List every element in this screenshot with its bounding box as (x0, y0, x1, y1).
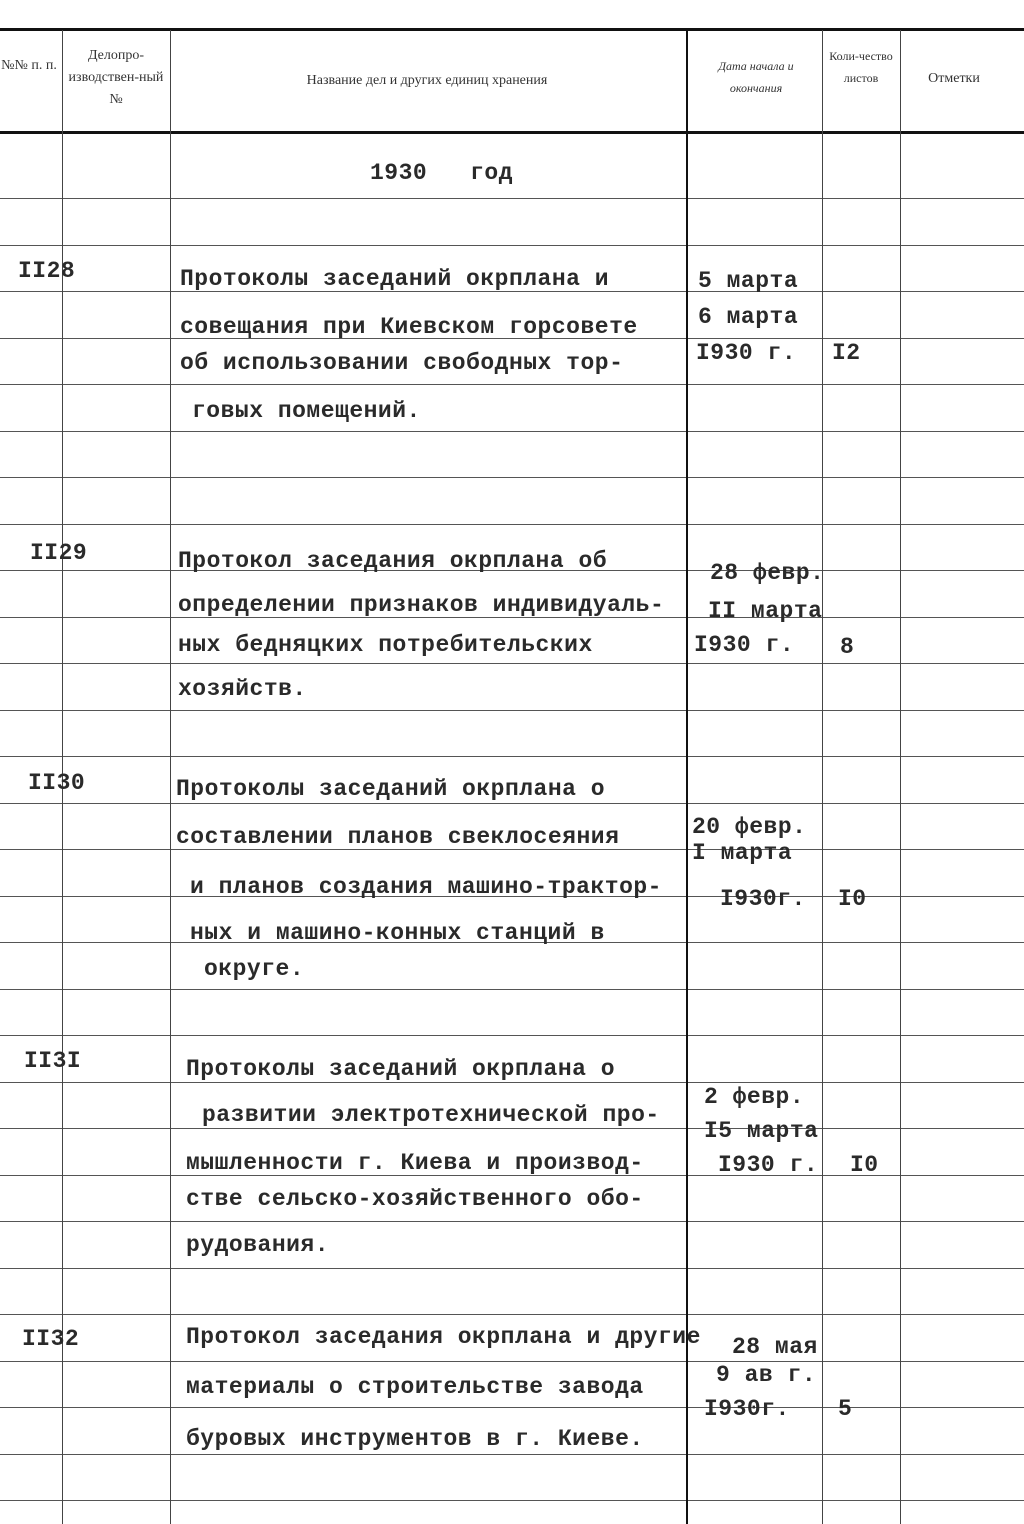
ruled-line (0, 477, 1024, 478)
entry-title-line: Протоколы заседаний окрплана о (186, 1056, 616, 1082)
entry-title-line: определении признаков индивидуаль- (178, 592, 665, 618)
entry-date: 20 февр. (692, 814, 807, 840)
entry-date: I930 г. (694, 632, 795, 658)
ruled-line (0, 710, 1024, 711)
entry-sheet-count: I0 (838, 886, 867, 912)
ruled-line (0, 1221, 1024, 1222)
ruled-line (0, 756, 1024, 757)
entry-title-line: говых помещений. (192, 398, 421, 424)
ruled-line (0, 384, 1024, 385)
ruled-line (0, 663, 1024, 664)
ruled-line (0, 245, 1024, 246)
ruled-line (0, 1082, 1024, 1083)
column-divider (170, 30, 171, 1524)
entry-number: II29 (30, 540, 88, 566)
entry-sheet-count: I2 (832, 340, 861, 366)
entry-number: II30 (28, 770, 86, 796)
entry-date: 6 марта (698, 304, 799, 330)
ruled-line (0, 1035, 1024, 1036)
entry-title-line: Протоколы заседаний окрплана о (176, 776, 606, 802)
entry-title-line: округе. (204, 956, 305, 982)
ruled-line (0, 1454, 1024, 1455)
entry-date: I930 г. (718, 1152, 819, 1178)
entry-date: 28 мая (732, 1334, 818, 1360)
entry-sheet-count: I0 (850, 1152, 879, 1178)
entry-title-line: Протокол заседания окрплана об (178, 548, 608, 574)
ruled-line (0, 1500, 1024, 1501)
column-divider (900, 30, 901, 1524)
header-rule (0, 131, 1024, 134)
entry-number: II28 (18, 258, 76, 284)
entry-date: I930г. (704, 1396, 790, 1422)
entry-number: II3I (24, 1048, 82, 1074)
entry-number: II32 (22, 1326, 80, 1352)
ruled-line (0, 1128, 1024, 1129)
header-col-num: №№ п. п. (1, 58, 57, 73)
entry-date: 5 марта (698, 268, 799, 294)
entry-title-line: совещания при Киевском горсовете (180, 314, 638, 340)
ruled-line (0, 803, 1024, 804)
entry-date: I5 марта (704, 1118, 819, 1144)
entry-title-line: ных бедняцких потребительских (178, 632, 593, 658)
column-divider (686, 30, 688, 1524)
entry-title-line: составлении планов свеклосеяния (176, 824, 620, 850)
column-divider (822, 30, 823, 1524)
entry-date: 9 ав г. (716, 1362, 817, 1388)
entry-title-line: Протокол заседания окрплана и другие (186, 1324, 701, 1350)
header-col-dates: Дата начала и окончания (718, 59, 794, 95)
entry-title-line: стве сельско-хозяйственного обо- (186, 1186, 644, 1212)
entry-title-line: рудования. (186, 1232, 330, 1258)
year-heading: 1930 год (370, 160, 514, 186)
top-rule (0, 28, 1024, 31)
entry-date: I930 г. (696, 340, 797, 366)
ruled-line (0, 198, 1024, 199)
entry-title-line: об использовании свободных тор- (180, 350, 624, 376)
header-col-sheets: Коли-чество листов (829, 49, 893, 85)
entry-title-line: развитии электротехнической про- (202, 1102, 660, 1128)
header-col-title: Название дел и других единиц хранения (306, 73, 548, 88)
ruled-line (0, 1268, 1024, 1269)
entry-title-line: ных и машино-конных станций в (190, 920, 605, 946)
entry-date: 28 февр. (710, 560, 825, 586)
ruled-line (0, 1314, 1024, 1315)
ruled-line (0, 989, 1024, 990)
entry-title-line: буровых инструментов в г. Киеве. (186, 1426, 644, 1452)
entry-title-line: Протоколы заседаний окрплана и (180, 266, 610, 292)
ruled-line (0, 524, 1024, 525)
ruled-line (0, 1361, 1024, 1362)
entry-title-line: и планов создания машино-трактор- (190, 874, 662, 900)
entry-date: 2 февр. (704, 1084, 805, 1110)
entry-date: I марта (692, 840, 793, 866)
entry-date: II марта (708, 598, 823, 624)
entry-date: I930г. (720, 886, 806, 912)
entry-sheet-count: 5 (838, 1396, 853, 1422)
header-col-notes: Отметки (928, 71, 980, 86)
entry-sheet-count: 8 (840, 634, 855, 660)
ruled-line (0, 431, 1024, 432)
entry-title-line: хозяйств. (178, 676, 307, 702)
entry-title-line: мышленности г. Киева и производ- (186, 1150, 644, 1176)
entry-title-line: материалы о строительстве завода (186, 1374, 644, 1400)
ruled-line (0, 1407, 1024, 1408)
header-col-office-num: Делопро-изводствен-ный № (68, 48, 164, 107)
